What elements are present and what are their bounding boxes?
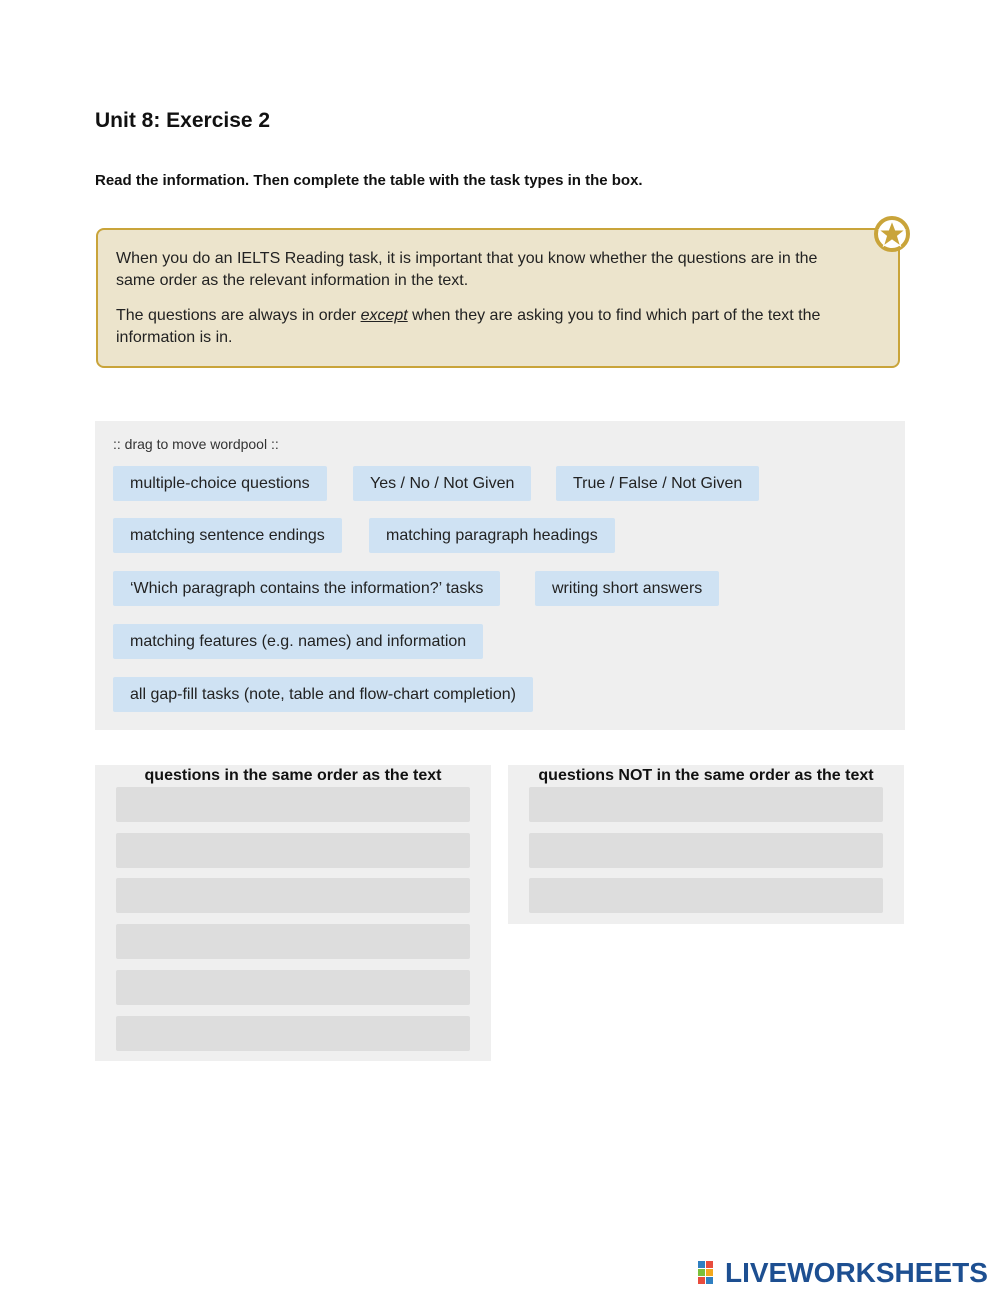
drop-slot[interactable] (116, 833, 470, 868)
wordpool-drag-handle[interactable]: :: drag to move wordpool :: (113, 436, 279, 452)
info-paragraph-2-start: The questions are always in order (116, 307, 361, 324)
wordpool-chip[interactable]: matching sentence endings (113, 518, 342, 553)
wordpool-chip[interactable]: True / False / Not Given (556, 466, 759, 501)
instruction-text: Read the information. Then complete the table with the task types in the box. (95, 172, 643, 189)
liveworksheets-logo[interactable] (698, 1258, 988, 1288)
wordpool-chip[interactable]: Yes / No / Not Given (353, 466, 531, 501)
wordpool-chip[interactable]: matching features (e.g. names) and information (113, 624, 483, 659)
info-paragraph-2 (116, 305, 850, 349)
drop-slot[interactable] (116, 1016, 470, 1051)
info-emphasis: except (360, 307, 408, 324)
wordpool-chip[interactable]: matching paragraph headings (369, 518, 615, 553)
wordpool[interactable] (95, 421, 905, 730)
drop-slot[interactable] (116, 787, 470, 822)
wordpool-chip[interactable]: multiple-choice questions (113, 466, 327, 501)
drop-slot[interactable] (116, 924, 470, 959)
page-title: Unit 8: Exercise 2 (95, 109, 271, 132)
wordpool-chip[interactable]: ‘Which paragraph contains the information?’ tasks (113, 571, 500, 606)
drop-slot[interactable] (116, 878, 470, 913)
drop-slot[interactable] (529, 787, 883, 822)
wordpool-chip[interactable]: all gap-fill tasks (note, table and flow-chart completion) (113, 677, 533, 712)
not-same-order-header: questions NOT in the same order as the text (538, 767, 874, 784)
not-same-order-column (508, 765, 904, 924)
wordpool-chip[interactable]: writing short answers (535, 571, 719, 606)
drop-slot[interactable] (116, 970, 470, 1005)
star-icon (874, 216, 910, 252)
drop-slot[interactable] (529, 833, 883, 868)
info-paragraph-1: When you do an IELTS Reading task, it is important that you know whether the questions are in the same order as the relevant information in the text. (116, 250, 818, 289)
drop-slot[interactable] (529, 878, 883, 913)
logo-blocks-icon (698, 1261, 722, 1285)
same-order-header: questions in the same order as the text (144, 767, 442, 784)
info-box (96, 228, 900, 368)
info-paragraph-2-end: when they are asking you to find which part of the text the information is in. (116, 307, 821, 346)
logo-text: LIVEWORKSHEETS (725, 1257, 988, 1288)
same-order-column (95, 765, 491, 1061)
